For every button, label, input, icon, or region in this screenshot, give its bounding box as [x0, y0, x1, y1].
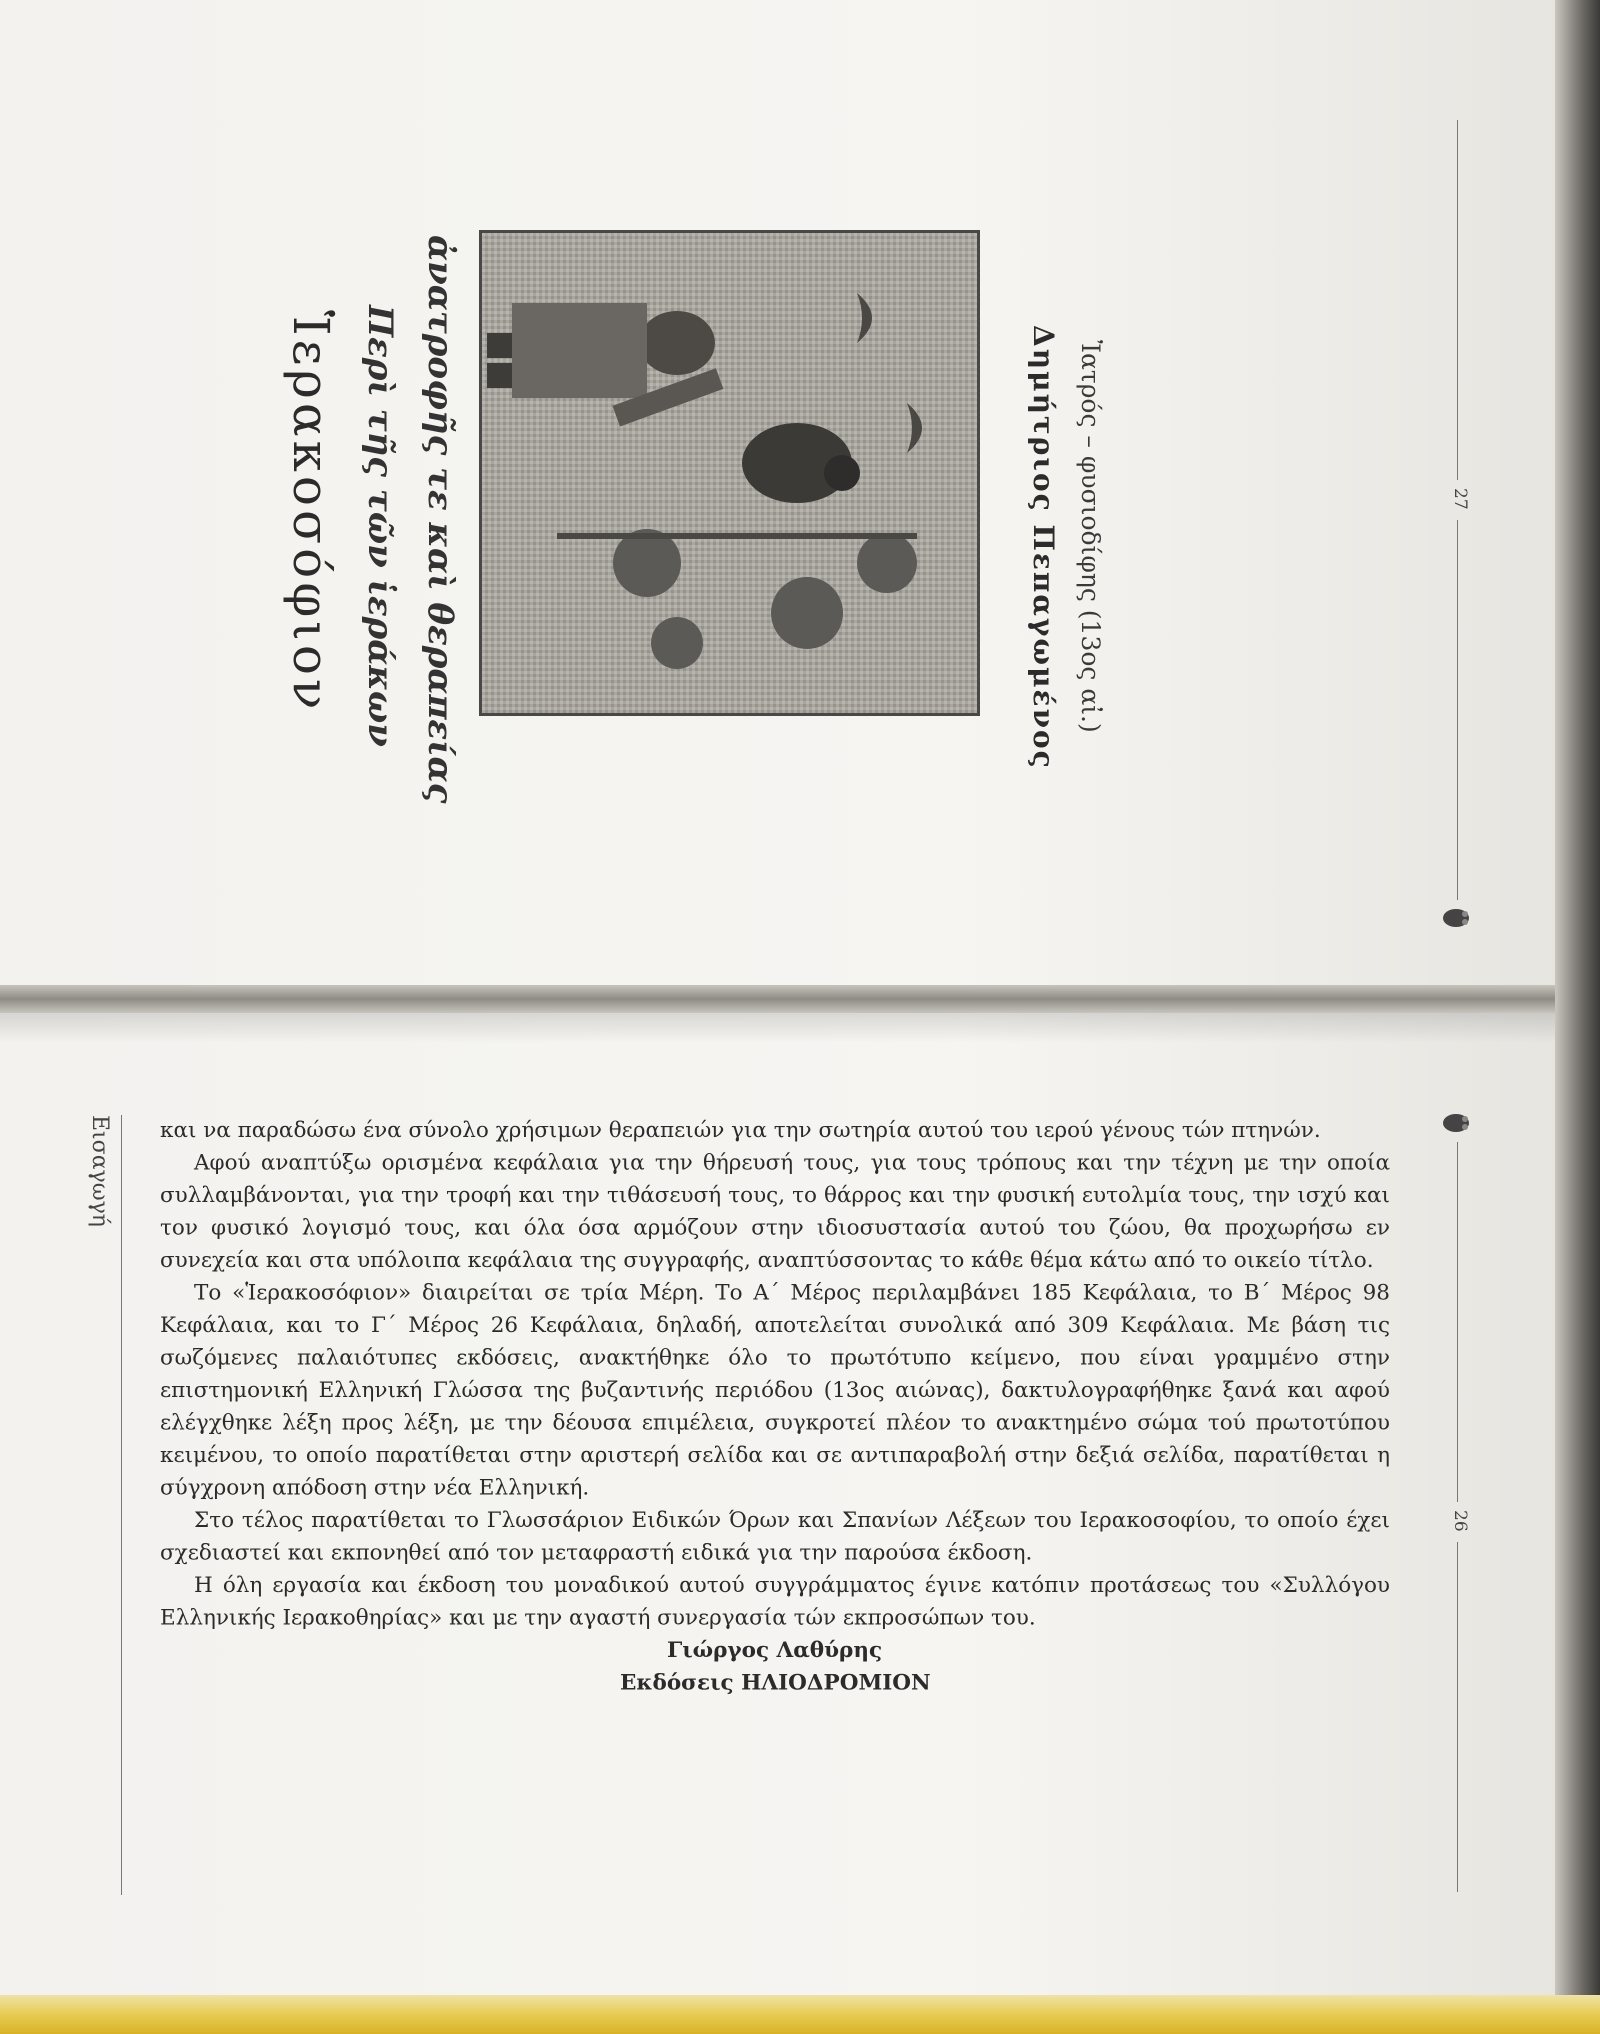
gutter-shadow — [0, 1013, 1560, 1043]
footer-rule-left — [1457, 1142, 1458, 1502]
book-cover-edge — [0, 1995, 1600, 2034]
signature-publisher: Εκδόσεις ΗΛΙΟΔΡΟΜΙΟΝ — [619, 1670, 931, 1696]
book-binding-edge — [1555, 0, 1600, 2034]
owl-ornament-icon — [1440, 1110, 1476, 1136]
footer-rule-right — [1457, 520, 1458, 900]
introduction-text — [160, 1115, 1390, 1895]
footer-rule-right — [1457, 1542, 1458, 1892]
author-name: Δημήτριος Πεπαγωμένος — [1027, 325, 1060, 770]
page-number-27: 27 — [1450, 488, 1470, 510]
subtitle-line-2: ἀνατροφῆς τε καὶ θεραπείας — [420, 235, 460, 804]
book-gutter — [0, 985, 1560, 1013]
paragraph-4: Στο τέλος παρατίθεται το Γλωσσάριον Ειδικών Όρων και Σπανίων Λέξεων του Ιερακοσοφίου, το οποίο έχει σχεδιαστεί και εκπονηθεί από τον μεταφραστή ειδικά για την παρούσα έκδοση. — [160, 1508, 1390, 1566]
page-number-26: 26 — [1450, 1510, 1470, 1532]
footer-rule-left — [1457, 120, 1458, 480]
running-header: Εισαγωγή — [87, 1115, 112, 1227]
author-role: Ἰατρός – φυσιοδίφης (13ος αἰ.) — [1076, 340, 1105, 733]
signature-name: Γιώργος Λαθύρης — [667, 1638, 883, 1663]
subtitle-line-1: Περὶ τῆς τῶν ἱεράκων — [360, 305, 400, 747]
paragraph-5: Η όλη εργασία και έκδοση του μοναδικού αυτού συγγράμματος έγινε κατόπιν προτάσεως του «Συλλόγου Ελληνικής Ιερακοθηρίας» και με την αγαστή συνεργασία τών εκπροσώπων του. — [160, 1573, 1390, 1631]
header-rule — [121, 1115, 122, 1895]
book-title: Ἱερακοσόφιον — [282, 310, 340, 714]
paragraph-2: Αφού αναπτύξω ορισμένα κεφάλαια για την θήρευσή τους, για τους τρόπους και την τέχνη με την οποία συλλαμβάνονται, για την τροφή και την τιθάσευσή τους, το θάρρος και την φυσική ευτολμία τους, την ισχύ και τον φυσικό λογισμό τους, και όλα όσα αρμόζουν στην ιδιοσυστασία αυτού του ζώου, θα προχωρήσω εν συνεχεία και στα υπόλοιπα κεφάλαια της συγγραφής, αναπτύσσοντας το κάθε θέμα κάτω από το οικείο τίτλο. — [160, 1150, 1390, 1273]
paragraph-3: Το «Ἱερακοσόφιον» διαιρείται σε τρία Μέρη. Το Α΄ Μέρος περιλαμβάνει 185 Κεφάλαια, το Β΄ Μέρος 98 Κεφάλαια, και το Γ΄ Μέρος 26 Κεφάλαια, δηλαδή, αποτελείται συνολικά από 309 Κεφάλαια. Με βάση τις σωζόμενες παλαιότυπες εκδόσεις, ανακτήθηκε όλο το πρωτότυπο κείμενο, που είναι γραμμένο στην επιστημονική Ελληνική Γλώσσα της βυζαντινής περιόδου (13ος αιώνας), δακτυλογραφήθηκε ξανά και αφού ελέγχθηκε λέξη προς λέξη, με την δέουσα επιμέλεια, συγκροτεί πλέον το ανακτημένο σώμα τού πρωτοτύπου κειμένου, το οποίο παρατίθεται στην αριστερή σελίδα και σε αντιπαραβολή στην δεξιά σελίδα, παρατίθεται η σύγχρονη απόδοση στην νέα Ελληνική. — [160, 1280, 1390, 1501]
paragraph-1: και να παραδώσω ένα σύνολο χρήσιμων θεραπειών για την σωτηρία αυτού του ιερού γένους τών πτηνών. — [160, 1118, 1321, 1143]
page-27 — [60, 60, 1500, 960]
falconer-mosaic-image — [479, 230, 980, 716]
owl-ornament-icon — [1440, 905, 1476, 931]
page-26 — [60, 1050, 1500, 1950]
